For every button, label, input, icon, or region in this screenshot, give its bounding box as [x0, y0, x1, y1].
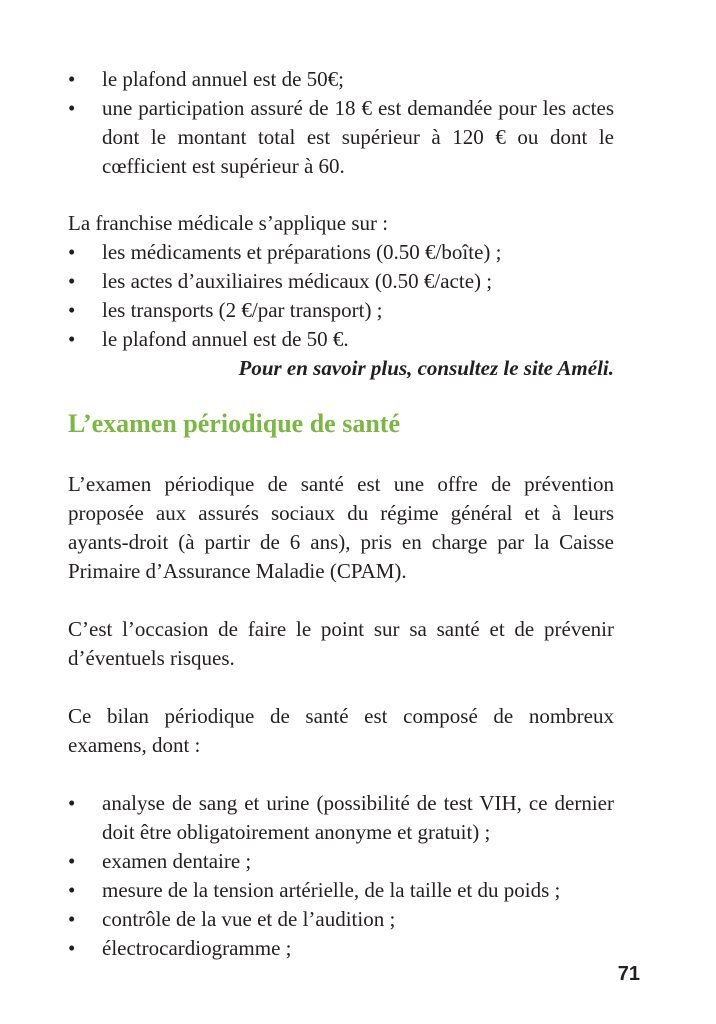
list-item-text: les actes d’auxiliaires médicaux (0.50 €/acte) ;: [102, 269, 493, 293]
ameli-note: Pour en savoir plus, consultez le site Améli.: [238, 356, 614, 380]
bullet: •: [68, 327, 76, 351]
paragraph: L’examen périodique de santé est une offre de prévention proposée aux assurés sociaux du régime général et à leurs ayants-droit (à partir de 6 ans), pris en charge par la Caisse Primaire d’Assurance Maladie (CPAM).: [68, 472, 614, 583]
bullet: •: [68, 849, 76, 873]
exam-list-block: [68, 789, 614, 963]
list-item: [68, 325, 614, 354]
list-item-text: électrocardiogramme ;: [102, 936, 292, 960]
bullet: •: [68, 96, 76, 120]
section-paragraph-2: [68, 615, 614, 673]
section-paragraph-3: [68, 702, 614, 760]
bullet: •: [68, 269, 76, 293]
bullet: •: [68, 240, 76, 264]
bullet: •: [68, 878, 76, 902]
list-item: [68, 847, 614, 876]
top-list: [68, 65, 614, 181]
list-item: [68, 238, 614, 267]
page-number: 71: [617, 963, 640, 985]
franchise-list: [68, 238, 614, 354]
list-item-text: mesure de la tension artérielle, de la taille et du poids ;: [102, 878, 561, 902]
list-item: [68, 789, 614, 847]
franchise-block: [68, 209, 614, 383]
bullet: •: [68, 907, 76, 931]
list-item-text: le plafond annuel est de 50 €.: [102, 327, 349, 351]
list-item: [68, 296, 614, 325]
section-title: L’examen périodique de santé: [68, 409, 400, 438]
list-item: [68, 65, 614, 94]
list-item-text: le plafond annuel est de 50€;: [102, 67, 345, 91]
top-list-block: [68, 65, 614, 181]
bullet: •: [68, 791, 76, 815]
bullet: •: [68, 936, 76, 960]
list-item: [68, 876, 614, 905]
section-paragraph-1: [68, 470, 614, 586]
list-item: [68, 905, 614, 934]
paragraph: C’est l’occasion de faire le point sur sa santé et de prévenir d’éventuels risques.: [68, 617, 614, 670]
list-item-text: les transports (2 €/par transport) ;: [102, 298, 383, 322]
list-item-text: examen dentaire ;: [102, 849, 252, 873]
list-item-text: analyse de sang et urine (possibilité de test VIH, ce dernier doit être obligatoirement anonyme et gratuit) ;: [102, 791, 614, 844]
paragraph: Ce bilan périodique de santé est composé de nombreux examens, dont :: [68, 704, 614, 757]
list-item: [68, 94, 614, 181]
bullet: •: [68, 298, 76, 322]
franchise-intro: La franchise médicale s’applique sur :: [68, 211, 389, 235]
list-item-text: contrôle de la vue et de l’audition ;: [102, 907, 396, 931]
bullet: •: [68, 67, 76, 91]
list-item: [68, 267, 614, 296]
list-item-text: les médicaments et préparations (0.50 €/boîte) ;: [102, 240, 502, 264]
list-item: [68, 934, 614, 963]
exam-list: [68, 789, 614, 963]
list-item-text: une participation assuré de 18 € est demandée pour les actes dont le montant total est supérieur à 120 € ou dont le cœfficient est supérieur à 60.: [102, 96, 614, 178]
